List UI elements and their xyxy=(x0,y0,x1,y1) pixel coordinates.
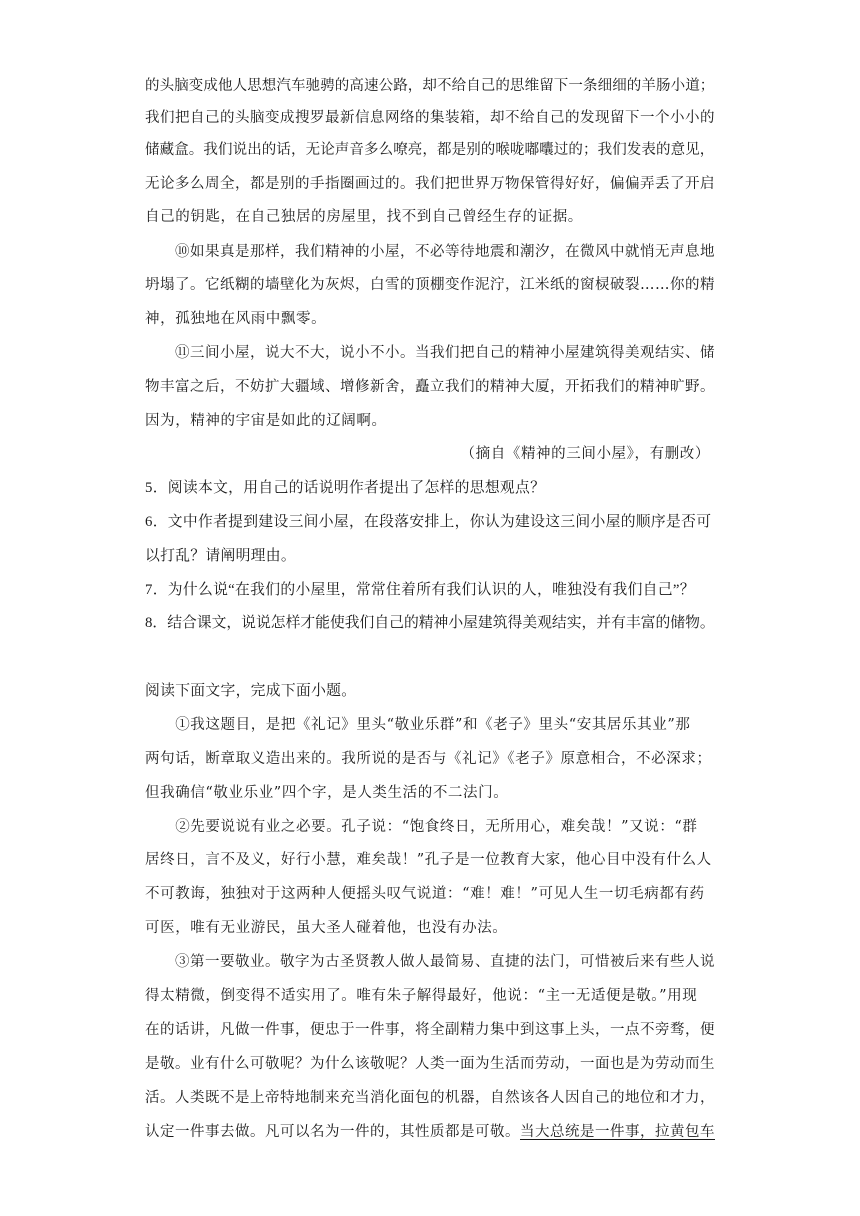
passage-line: 可医，唯有无业游民，虽大圣人碰着他，也没有办法。 xyxy=(145,920,508,936)
passage-line: 自己的钥匙，在自己独居的房屋里，找不到自己曾经生存的证据。 xyxy=(145,209,583,225)
passage-line: 得太精微，倒变得不适实用了。唯有朱子解得最好，他说：“主一无适便是敬。”用现 xyxy=(145,988,698,1004)
question-7: 7．为什么说“在我们的小屋里，常常住着所有我们认识的人，唯独没有我们自己”？ xyxy=(145,582,695,598)
passage-line: 的头脑变成他人思想汽车驰骋的高速公路，却不给自己的思维留下一条细细的羊肠小道； xyxy=(145,78,715,94)
question-8: 8．结合课文，说说怎样才能使我们自己的精神小屋建筑得美观结实，并有丰富的储物。 xyxy=(145,615,715,631)
underlined-text: 当大总统是一件事，拉黄包车 xyxy=(520,1124,715,1140)
paragraph-1: ①我这题目，是把《礼记》里头“敬业乐群”和《老子》里头“安其居乐其业”那 xyxy=(145,717,691,733)
question-5: 5．阅读本文，用自己的话说明作者提出了怎样的思想观点？ xyxy=(145,480,546,496)
section-instruction: 阅读下面文字，完成下面小题。 xyxy=(145,683,357,699)
passage-line: 两句话，断章取义造出来的。我所说的是否与《礼记》《老子》原意相合，不必深求； xyxy=(145,751,712,767)
passage-line: 不可教诲，独独对于这两种人便摇头叹气说道：“难！难！”可见人生一切毛病都有药 xyxy=(145,886,705,902)
passage-line: 在的话讲，凡做一件事，便忠于一件事，将全副精力集中到这事上头，一点不旁骛，便 xyxy=(145,1022,715,1038)
paragraph-11: ⑪三间小屋，说大不大，说小不小。当我们把自己的精神小屋建筑得美观结实、储 xyxy=(145,345,715,361)
passage-line: 是敬。业有什么可敬呢？为什么该敬呢？人类一面为生活而劳动，一面也是为劳动而生 xyxy=(145,1056,715,1072)
source-citation: （摘自《精神的三间小屋》，有删改） xyxy=(460,446,710,462)
passage-line: 我们把自己的头脑变成搜罗最新信息网络的集装箱，却不给自己的发现留下一个小小的 xyxy=(145,110,715,126)
passage-line: 神，孤独地在风雨中飘零。 xyxy=(145,311,327,327)
passage-line xyxy=(145,1122,715,1142)
paragraph-3: ③第一要敬业。敬字为古圣贤教人做人最简易、直捷的法门，可惜被后来有些人说 xyxy=(145,954,715,970)
paragraph-10: ⑩如果真是那样，我们精神的小屋，不必等待地震和潮汐，在微风中就悄无声息地 xyxy=(145,244,715,260)
passage-line: 居终日，言不及义，好行小慧，难矣哉！”孔子是一位教育大家，他心目中没有什么人 xyxy=(145,852,712,868)
passage-line: 活。人类既不是上帝特地制来充当消化面包的机器，自然该各人因自己的地位和才力， xyxy=(145,1090,715,1106)
passage-line: 无论多么周全，都是别的手指圈画过的。我们把世界万物保管得好好，偏偏弄丢了开启 xyxy=(145,176,715,192)
passage-line: 储藏盒。我们说出的话，无论声音多么嘹亮，都是别的喉咙嘟囔过的；我们发表的意见， xyxy=(145,142,715,158)
passage-line: 但我确信“敬业乐业”四个字，是人类生活的不二法门。 xyxy=(145,785,509,801)
passage-text: 认定一件事去做。凡可以名为一件的，其性质都是可敬。 xyxy=(145,1124,520,1140)
passage-line: 因为，精神的宇宙是如此的辽阔啊。 xyxy=(145,413,387,429)
passage-line: 坍塌了。它纸糊的墙壁化为灰烬，白雪的顶棚变作泥泞，江米纸的窗棂破裂……你的精 xyxy=(145,277,715,293)
question-6-cont: 以打乱？请阐明理由。 xyxy=(145,548,296,564)
question-6: 6．文中作者提到建设三间小屋，在段落安排上，你认为建设这三间小屋的顺序是否可 xyxy=(145,514,712,530)
passage-line: 物丰富之后，不妨扩大疆域、增修新舍，矗立我们的精神大厦，开拓我们的精神旷野。 xyxy=(145,379,715,395)
paragraph-2: ②先要说说有业之必要。孔子说：“饱食终日，无所用心，难矣哉！”又说：“群 xyxy=(145,819,698,835)
